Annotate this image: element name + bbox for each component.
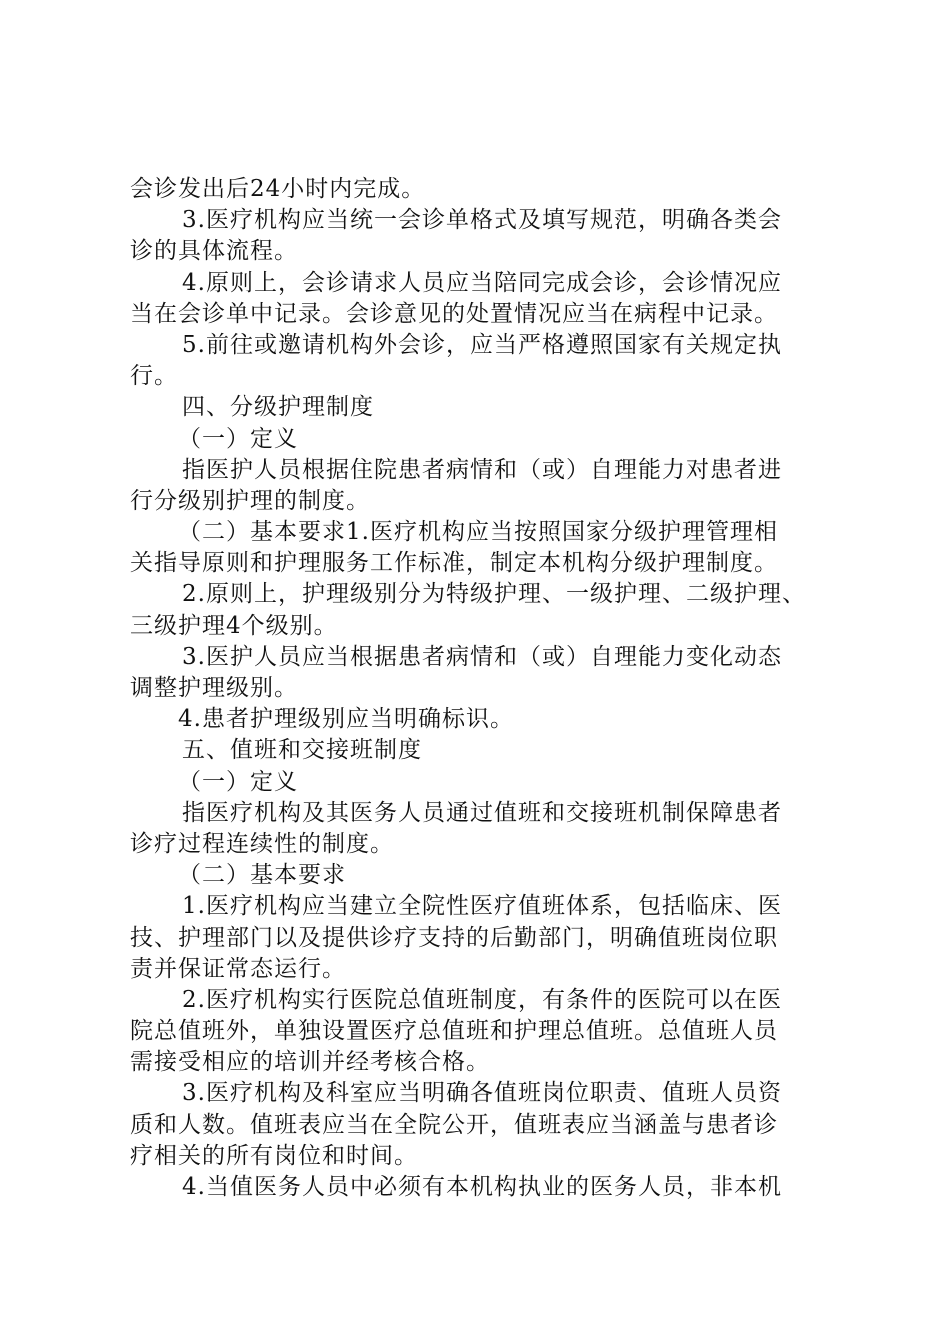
text-line: 当在会诊单中记录。会诊意见的处置情况应当在病程中记录。 (130, 300, 778, 327)
subsection-heading: （二）基本要求 (178, 862, 346, 889)
text-line: 4.当值医务人员中必须有本机构执业的医务人员，非本机 (182, 1174, 782, 1200)
text-line: 关指导原则和护理服务工作标准，制定本机构分级护理制度。 (130, 550, 778, 577)
text-line: 3.医疗机构应当统一会诊单格式及填写规范，明确各类会 (182, 207, 782, 234)
text-line: 诊疗过程连续性的制度。 (130, 830, 394, 857)
text-line: 3.医护人员应当根据患者病情和（或）自理能力变化动态 (182, 643, 782, 670)
text-line: 调整护理级别。 (130, 675, 298, 701)
subsection-heading: （一）定义 (178, 768, 298, 795)
subsection-heading: （一）定义 (178, 425, 298, 452)
text-line: 院总值班外，单独设置医疗总值班和护理总值班。总值班人员 (130, 1018, 778, 1045)
text-line: 指医护人员根据住院患者病情和（或）自理能力对患者进 (182, 456, 782, 483)
text-line: （二）基本要求1.医疗机构应当按照国家分级护理管理相 (178, 519, 778, 546)
document-body (130, 174, 845, 1203)
text-line: 诊的具体流程。 (130, 238, 298, 265)
text-line: 需接受相应的培训并经考核合格。 (130, 1049, 490, 1076)
section-heading: 五、值班和交接班制度 (182, 737, 422, 764)
text-line: 3.医疗机构及科室应当明确各值班岗位职责、值班人员资 (182, 1080, 782, 1107)
text-line: 质和人数。值班表应当在全院公开，值班表应当涵盖与患者诊 (130, 1111, 778, 1138)
text-line: 责并保证常态运行。 (130, 955, 346, 982)
text-line: 1.医疗机构应当建立全院性医疗值班体系，包括临床、医 (182, 893, 782, 920)
text-line: 2.原则上，护理级别分为特级护理、一级护理、二级护理、 (182, 581, 806, 608)
text-line: 技、护理部门以及提供诊疗支持的后勤部门，明确值班岗位职 (130, 924, 778, 951)
text-line: 4.原则上，会诊请求人员应当陪同完成会诊，会诊情况应 (182, 269, 782, 296)
text-line: 行。 (130, 363, 178, 390)
text-line: 5.前往或邀请机构外会诊，应当严格遵照国家有关规定执 (182, 331, 782, 358)
text-line: 行分级别护理的制度。 (130, 487, 370, 514)
text-line: 疗相关的所有岗位和时间。 (130, 1142, 418, 1169)
section-heading: 四、分级护理制度 (182, 394, 374, 421)
text-line: 三级护理4个级别。 (130, 612, 338, 639)
text-line: 4.患者护理级别应当明确标识。 (178, 706, 514, 733)
text-line: 指医疗机构及其医务人员通过值班和交接班机制保障患者 (182, 799, 782, 826)
text-line: 2.医疗机构实行医院总值班制度，有条件的医院可以在医 (182, 986, 782, 1013)
text-line: 会诊发出后24小时内完成。 (130, 176, 426, 202)
